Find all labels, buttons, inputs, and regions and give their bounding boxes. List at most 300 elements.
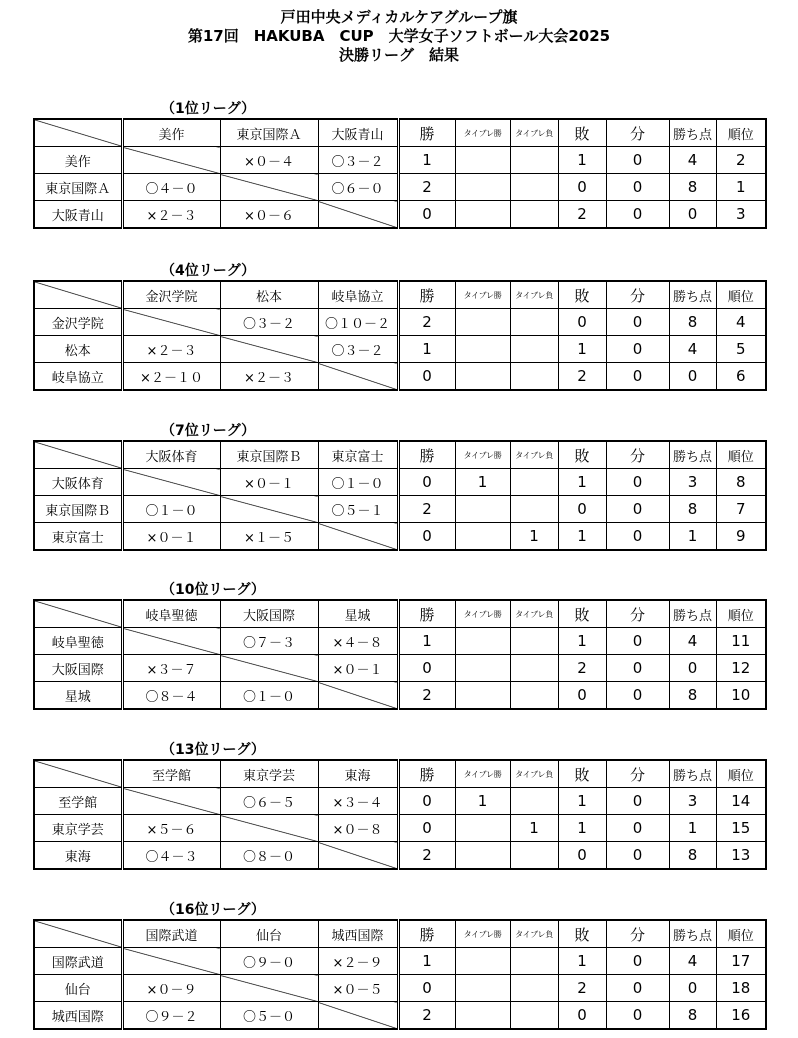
draw-count: 0 [606,147,669,174]
self-match-cell [122,309,220,336]
draw-header: 分 [606,441,669,469]
rank-value: 3 [716,201,766,229]
table-row [34,309,766,336]
team-name: 大阪体育 [34,469,122,496]
tb-loss-header: タイブレ負 [510,760,558,788]
corner-cell [34,281,122,309]
team-name: 東京富士 [34,523,122,551]
tb-win-header: タイブレ勝 [455,760,510,788]
rank-header: 順位 [716,600,766,628]
corner-cell [34,920,122,948]
points-value: 1 [669,815,716,842]
draw-count: 0 [606,628,669,655]
win-count: 0 [398,363,455,391]
tb-loss-header: タイブレ負 [510,600,558,628]
tb-loss-header: タイブレ負 [510,119,558,147]
league-label: （16位リーグ） [161,902,265,918]
table-row [34,948,766,975]
draw-count: 0 [606,682,669,710]
draw-count: 0 [606,469,669,496]
match-result: ×０－４ [220,147,318,174]
points-value: 8 [669,496,716,523]
tb-loss-count [510,363,558,391]
team-name: 岐阜聖徳 [34,628,122,655]
draw-count: 0 [606,201,669,229]
opponent-header: 城西国際 [318,920,398,948]
points-value: 0 [669,201,716,229]
match-result: ×５－６ [122,815,220,842]
team-name: 美作 [34,147,122,174]
rank-value: 13 [716,842,766,870]
tb-loss-count [510,201,558,229]
loss-count: 1 [558,523,606,551]
match-result: ×０－１ [318,655,398,682]
table-row [34,975,766,1002]
tb-win-count [455,201,510,229]
points-header: 勝ち点 [669,600,716,628]
draw-header: 分 [606,600,669,628]
tb-loss-count [510,975,558,1002]
draw-count: 0 [606,975,669,1002]
loss-count: 1 [558,788,606,815]
match-result: 〇１０－２ [318,309,398,336]
match-result: 〇５－１ [318,496,398,523]
points-value: 3 [669,469,716,496]
draw-count: 0 [606,336,669,363]
win-header: 勝 [398,281,455,309]
opponent-header: 岐阜聖徳 [122,600,220,628]
match-result: 〇４－０ [122,174,220,201]
league-section [33,263,767,391]
rank-value: 12 [716,655,766,682]
opponent-header: 国際武道 [122,920,220,948]
corner-cell [34,119,122,147]
loss-count: 1 [558,815,606,842]
tb-loss-count [510,628,558,655]
league-section [33,902,767,1030]
opponent-header: 東京国際Ａ [220,119,318,147]
points-header: 勝ち点 [669,760,716,788]
self-match-cell [220,174,318,201]
draw-count: 0 [606,1002,669,1030]
loss-count: 0 [558,1002,606,1030]
tb-win-count [455,147,510,174]
league-label: （10位リーグ） [161,582,265,598]
self-match-cell [220,975,318,1002]
table-row [34,682,766,710]
opponent-header: 星城 [318,600,398,628]
table-row [34,815,766,842]
team-name: 東京学芸 [34,815,122,842]
loss-count: 0 [558,174,606,201]
league-table [33,118,767,229]
tb-loss-count [510,1002,558,1030]
match-result: 〇３－２ [220,309,318,336]
league-section [33,582,767,710]
rank-header: 順位 [716,441,766,469]
team-name: 仙台 [34,975,122,1002]
points-value: 4 [669,628,716,655]
tb-win-header: タイブレ勝 [455,119,510,147]
self-match-cell [122,469,220,496]
self-match-cell [318,842,398,870]
points-value: 4 [669,147,716,174]
rank-value: 5 [716,336,766,363]
match-result: ×４－８ [318,628,398,655]
match-result: 〇１－０ [122,496,220,523]
opponent-header: 美作 [122,119,220,147]
league-label: （1位リーグ） [161,101,256,117]
tb-win-count [455,523,510,551]
win-count: 0 [398,655,455,682]
opponent-header: 大阪体育 [122,441,220,469]
rank-header: 順位 [716,119,766,147]
loss-count: 0 [558,309,606,336]
draw-count: 0 [606,496,669,523]
loss-header: 敗 [558,441,606,469]
draw-count: 0 [606,174,669,201]
tb-loss-count [510,309,558,336]
table-row [34,174,766,201]
league-table [33,759,767,870]
team-name: 城西国際 [34,1002,122,1030]
tb-win-count [455,336,510,363]
win-count: 2 [398,174,455,201]
self-match-cell [318,1002,398,1030]
rank-value: 1 [716,174,766,201]
rank-value: 15 [716,815,766,842]
draw-count: 0 [606,309,669,336]
rank-value: 7 [716,496,766,523]
loss-count: 2 [558,975,606,1002]
league-label: （13位リーグ） [161,742,265,758]
points-header: 勝ち点 [669,281,716,309]
loss-header: 敗 [558,600,606,628]
win-count: 0 [398,975,455,1002]
points-value: 0 [669,975,716,1002]
match-result: 〇３－２ [318,336,398,363]
loss-count: 0 [558,842,606,870]
loss-header: 敗 [558,119,606,147]
match-result: ×２－９ [318,948,398,975]
tb-win-count [455,363,510,391]
rank-header: 順位 [716,760,766,788]
tb-win-header: タイブレ勝 [455,441,510,469]
win-header: 勝 [398,920,455,948]
draw-header: 分 [606,920,669,948]
self-match-cell [220,815,318,842]
win-count: 0 [398,788,455,815]
league-section [33,742,767,870]
points-header: 勝ち点 [669,441,716,469]
match-result: ×２－３ [220,363,318,391]
loss-count: 2 [558,201,606,229]
opponent-header: 大阪青山 [318,119,398,147]
title-tournament: 第17回 HAKUBA CUP 大学女子ソフトボール大会2025 [187,27,611,45]
rank-value: 8 [716,469,766,496]
match-result: ×０－５ [318,975,398,1002]
table-row [34,788,766,815]
points-value: 0 [669,655,716,682]
rank-value: 2 [716,147,766,174]
points-value: 3 [669,788,716,815]
league-section [33,101,767,229]
draw-count: 0 [606,948,669,975]
opponent-header: 至学館 [122,760,220,788]
opponent-header: 大阪国際 [220,600,318,628]
self-match-cell [318,682,398,710]
team-name: 松本 [34,336,122,363]
loss-count: 1 [558,469,606,496]
tb-win-count [455,682,510,710]
tb-win-header: タイブレ勝 [455,281,510,309]
match-result: ×０－９ [122,975,220,1002]
league-table [33,599,767,710]
document-header [0,8,798,65]
opponent-header: 東京国際Ｂ [220,441,318,469]
league-table [33,440,767,551]
team-name: 至学館 [34,788,122,815]
table-header-row [34,119,766,147]
table-header-row [34,441,766,469]
league-label: （4位リーグ） [161,263,256,279]
loss-header: 敗 [558,760,606,788]
match-result: ×３－７ [122,655,220,682]
match-result: 〇３－２ [318,147,398,174]
tb-win-count [455,174,510,201]
loss-count: 0 [558,496,606,523]
tb-win-count [455,655,510,682]
points-value: 8 [669,174,716,201]
loss-count: 1 [558,336,606,363]
draw-count: 0 [606,655,669,682]
team-name: 大阪青山 [34,201,122,229]
loss-header: 敗 [558,920,606,948]
table-row [34,496,766,523]
team-name: 岐阜協立 [34,363,122,391]
table-row [34,469,766,496]
tb-loss-count [510,496,558,523]
opponent-header: 東京学芸 [220,760,318,788]
loss-count: 0 [558,682,606,710]
draw-header: 分 [606,119,669,147]
self-match-cell [318,201,398,229]
table-header-row [34,920,766,948]
tb-win-header: タイブレ勝 [455,600,510,628]
rank-value: 11 [716,628,766,655]
self-match-cell [318,523,398,551]
match-result: ×２－１０ [122,363,220,391]
table-row [34,1002,766,1030]
tb-win-count [455,496,510,523]
table-row [34,201,766,229]
win-count: 2 [398,682,455,710]
table-row [34,523,766,551]
tb-loss-count [510,147,558,174]
table-header-row [34,281,766,309]
win-count: 0 [398,201,455,229]
match-result: ×２－３ [122,201,220,229]
team-name: 国際武道 [34,948,122,975]
self-match-cell [122,788,220,815]
draw-count: 0 [606,523,669,551]
opponent-header: 仙台 [220,920,318,948]
opponent-header: 松本 [220,281,318,309]
match-result: 〇５－０ [220,1002,318,1030]
loss-count: 2 [558,363,606,391]
win-count: 2 [398,1002,455,1030]
win-count: 1 [398,147,455,174]
tb-win-count [455,948,510,975]
draw-count: 0 [606,815,669,842]
loss-count: 1 [558,628,606,655]
table-row [34,842,766,870]
match-result: 〇７－３ [220,628,318,655]
table-row [34,363,766,391]
team-name: 東海 [34,842,122,870]
tb-loss-count [510,469,558,496]
tb-loss-count: 1 [510,815,558,842]
win-count: 1 [398,628,455,655]
league-table [33,919,767,1030]
team-name: 東京国際Ａ [34,174,122,201]
match-result: 〇９－２ [122,1002,220,1030]
points-header: 勝ち点 [669,920,716,948]
win-count: 0 [398,469,455,496]
self-match-cell [122,628,220,655]
opponent-header: 東京富士 [318,441,398,469]
tb-win-count [455,815,510,842]
tb-loss-header: タイブレ負 [510,281,558,309]
self-match-cell [122,147,220,174]
tb-loss-count [510,174,558,201]
match-result: 〇９－０ [220,948,318,975]
self-match-cell [318,363,398,391]
league-section [33,423,767,551]
rank-value: 18 [716,975,766,1002]
rank-value: 14 [716,788,766,815]
draw-header: 分 [606,760,669,788]
opponent-header: 東海 [318,760,398,788]
match-result: 〇６－５ [220,788,318,815]
draw-header: 分 [606,281,669,309]
corner-cell [34,441,122,469]
points-value: 4 [669,336,716,363]
tb-loss-count [510,655,558,682]
tb-loss-count [510,682,558,710]
rank-value: 6 [716,363,766,391]
match-result: ×２－３ [122,336,220,363]
match-result: ×０－８ [318,815,398,842]
table-header-row [34,600,766,628]
draw-count: 0 [606,788,669,815]
win-header: 勝 [398,760,455,788]
table-row [34,147,766,174]
win-header: 勝 [398,441,455,469]
loss-count: 1 [558,147,606,174]
team-name: 金沢学院 [34,309,122,336]
rank-value: 17 [716,948,766,975]
match-result: 〇４－３ [122,842,220,870]
match-result: ×３－４ [318,788,398,815]
corner-cell [34,760,122,788]
table-header-row [34,760,766,788]
tb-win-count [455,842,510,870]
match-result: 〇１－０ [220,682,318,710]
win-count: 2 [398,309,455,336]
win-count: 1 [398,948,455,975]
rank-header: 順位 [716,920,766,948]
tb-loss-header: タイブレ負 [510,920,558,948]
points-value: 8 [669,682,716,710]
opponent-header: 金沢学院 [122,281,220,309]
match-result: 〇１－０ [318,469,398,496]
points-value: 8 [669,842,716,870]
table-row [34,655,766,682]
match-result: ×０－６ [220,201,318,229]
tb-loss-count [510,948,558,975]
rank-value: 16 [716,1002,766,1030]
points-value: 1 [669,523,716,551]
rank-value: 4 [716,309,766,336]
tb-loss-header: タイブレ負 [510,441,558,469]
points-header: 勝ち点 [669,119,716,147]
win-count: 2 [398,496,455,523]
points-value: 8 [669,309,716,336]
win-header: 勝 [398,119,455,147]
self-match-cell [220,496,318,523]
team-name: 東京国際Ｂ [34,496,122,523]
points-value: 0 [669,363,716,391]
tb-win-count: 1 [455,788,510,815]
match-result: ×０－１ [220,469,318,496]
table-row [34,336,766,363]
rank-header: 順位 [716,281,766,309]
loss-count: 1 [558,948,606,975]
tb-win-header: タイブレ勝 [455,920,510,948]
win-count: 0 [398,815,455,842]
self-match-cell [220,655,318,682]
match-result: ×１－５ [220,523,318,551]
opponent-header: 岐阜協立 [318,281,398,309]
title-sponsor: 戸田中央メディカルケアグループ旗 [280,8,518,26]
tb-loss-count: 1 [510,523,558,551]
title-results: 決勝リーグ 結果 [338,46,459,64]
win-count: 0 [398,523,455,551]
match-result: 〇６－０ [318,174,398,201]
tb-loss-count [510,336,558,363]
draw-count: 0 [606,363,669,391]
tb-win-count [455,309,510,336]
tb-win-count [455,975,510,1002]
match-result: ×０－１ [122,523,220,551]
win-count: 2 [398,842,455,870]
tb-loss-count [510,842,558,870]
win-header: 勝 [398,600,455,628]
corner-cell [34,600,122,628]
self-match-cell [220,336,318,363]
loss-header: 敗 [558,281,606,309]
team-name: 星城 [34,682,122,710]
team-name: 大阪国際 [34,655,122,682]
table-row [34,628,766,655]
league-label: （7位リーグ） [161,423,256,439]
points-value: 4 [669,948,716,975]
tb-win-count [455,628,510,655]
rank-value: 10 [716,682,766,710]
loss-count: 2 [558,655,606,682]
tb-win-count [455,1002,510,1030]
